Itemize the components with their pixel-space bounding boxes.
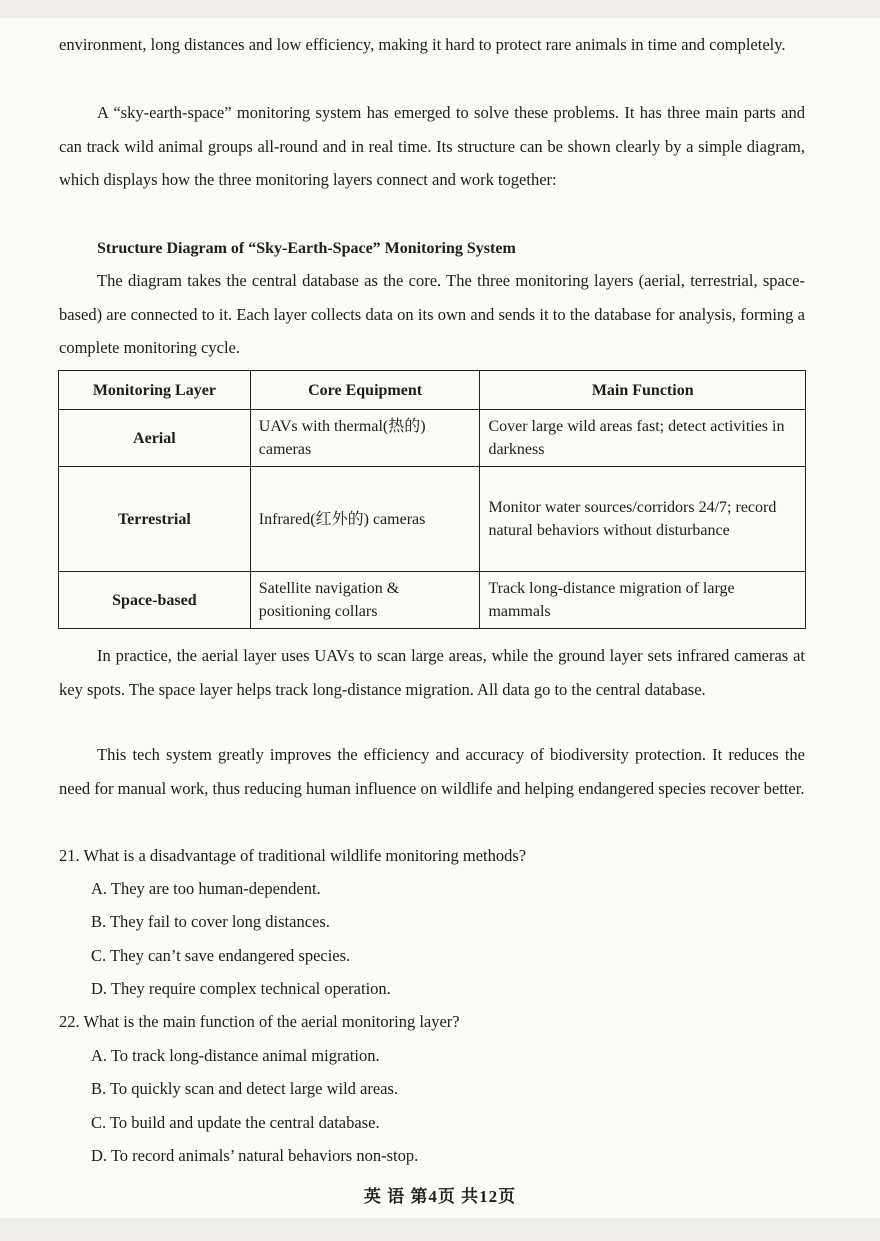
diagram-heading: Structure Diagram of “Sky-Earth-Space” Monitoring System [97,240,516,257]
bottom-margin-strip [0,1218,880,1241]
header-core-equipment: Core Equipment [250,371,480,410]
equipment-cell: UAVs with thermal(热的) cameras [250,410,480,467]
table-row [59,467,806,572]
question-21-option-a[interactable]: A. They are too human-dependent. [91,879,321,898]
table-row [59,572,806,629]
question-22-option-d[interactable]: D. To record animals’ natural behaviors non-stop. [91,1146,419,1165]
top-margin-strip [0,0,880,18]
question-22-option-b[interactable]: B. To quickly scan and detect large wild areas. [91,1079,399,1098]
function-cell: Cover large wild areas fast; detect activities in darkness [480,410,806,467]
header-main-function: Main Function [480,371,806,410]
function-cell: Track long-distance migration of large mammals [480,572,806,629]
passage-paragraph-3: In practice, the aerial layer uses UAVs to scan large areas, while the ground layer sets infrared cameras at key spots. The space layer helps track long-distance migration. All data go to the central database. [59,646,805,699]
question-22-option-c[interactable]: C. To build and update the central database. [91,1113,380,1132]
passage-paragraph-4: This tech system greatly improves the efficiency and accuracy of biodiversity protection. It reduces the need for manual work, thus reducing human influence on wildlife and helping endangered species recover better. [59,745,805,798]
question-21-option-b[interactable]: B. They fail to cover long distances. [91,912,330,931]
question-21-option-c[interactable]: C. They can’t save endangered species. [91,946,351,965]
header-monitoring-layer: Monitoring Layer [59,371,251,410]
question-22-option-a[interactable]: A. To track long-distance animal migration. [91,1046,380,1065]
question-21-option-d[interactable]: D. They require complex technical operation. [91,979,391,998]
question-22-stem: 22. What is the main function of the aerial monitoring layer? [59,1012,460,1031]
function-cell: Monitor water sources/corridors 24/7; record natural behaviors without disturbance [480,467,806,572]
question-21-stem: 21. What is a disadvantage of traditional wildlife monitoring methods? [59,846,527,865]
layer-cell: Space-based [59,572,251,629]
passage-paragraph-2: The diagram takes the central database as the core. The three monitoring layers (aerial, terrestrial, space-based) are connected to it. Each layer collects data on its own and sends it to the database for analysis, forming a complete monitoring cycle. [59,271,805,357]
layer-cell: Aerial [59,410,251,467]
layer-cell: Terrestrial [59,467,251,572]
table-header-row [59,371,806,410]
equipment-cell: Satellite navigation & positioning collars [250,572,480,629]
passage-paragraph-1: A “sky-earth-space” monitoring system has emerged to solve these problems. It has three main parts and can track wild animal groups all-round and in real time. Its structure can be shown clearly by a simple diagram, which displays how the three monitoring layers connect and work together: [59,103,805,189]
passage-paragraph-0: environment, long distances and low efficiency, making it hard to protect rare animals in time and completely. [59,35,786,54]
page-footer: 英 语 第4页 共12页 [363,1187,517,1206]
table-row [59,410,806,467]
monitoring-layers-table [58,370,806,629]
equipment-cell: Infrared(红外的) cameras [250,467,480,572]
